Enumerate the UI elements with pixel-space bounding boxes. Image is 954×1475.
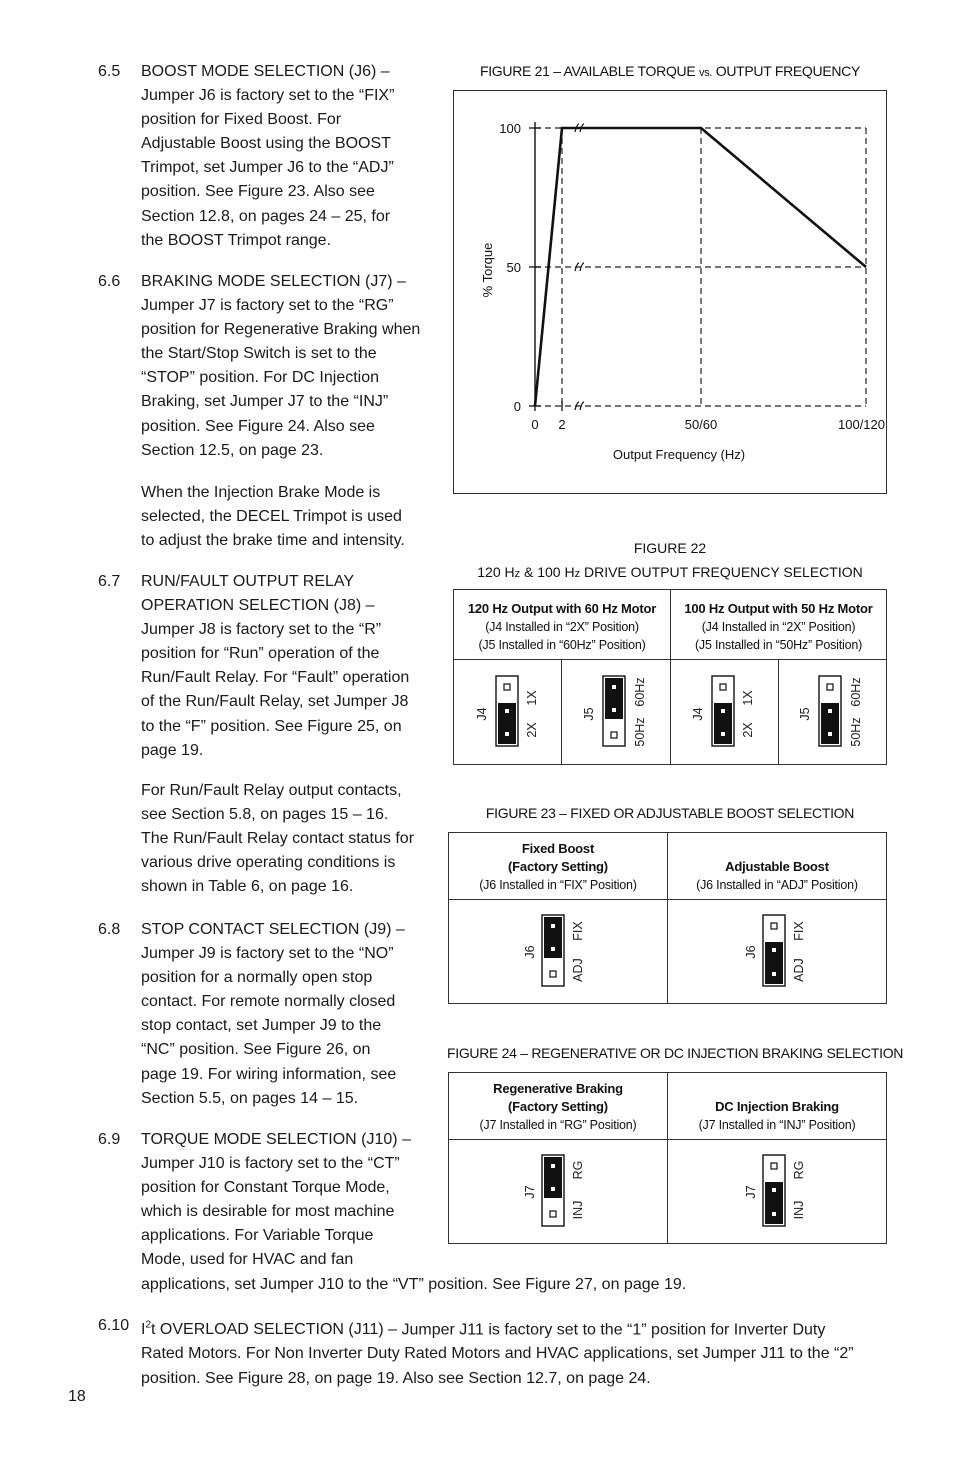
x-tick-label: 2 [558, 417, 566, 432]
text-line: “STOP” position. For DC Injection [141, 369, 380, 387]
jumper-diagram-j4 [470, 672, 550, 754]
column-title: 120 Hz Output with 60 Hz Motor [467, 601, 657, 616]
jumper-diagram-j5 [577, 672, 667, 754]
text-line: position for Fixed Boost. For [141, 111, 342, 129]
jumper-name: J7 [744, 1185, 758, 1199]
jumper-pin [551, 947, 555, 951]
text-line: of the Run/Fault Relay, set Jumper J8 [141, 693, 409, 711]
text-line: the BOOST Trimpot range. [141, 231, 332, 249]
figure-24-header-col1 [449, 1080, 667, 1134]
text-line: the Start/Stop Switch is set to the [141, 345, 377, 363]
heading-part: t OVERLOAD SELECTION (J11) – [151, 1321, 398, 1339]
column-title: Regenerative Braking [493, 1081, 623, 1096]
column-subtitle: (J6 Installed in “FIX” Position) [479, 878, 637, 892]
text-line: position for a normally open stop [141, 969, 373, 987]
jumper-pin [772, 948, 776, 952]
text-line: Mode, used for HVAC and fan [141, 1251, 354, 1269]
text-line: page 19. [141, 741, 204, 759]
text-line: position. See Figure 23. Also see [141, 183, 375, 201]
jumper-pin [612, 708, 616, 712]
jumper-position-label: 60Hz [849, 677, 863, 707]
text-line: applications, set Jumper J10 to the “VT” position. See Figure 27, on page 19. [141, 1275, 687, 1293]
text-line: Jumper J11 is factory set to the “1” position for Inverter Duty [397, 1321, 826, 1339]
y-tick-label: 50 [506, 260, 521, 275]
column-title: (Factory Setting) [508, 859, 608, 874]
text-line: see Section 5.8, on pages 15 – 16. [141, 805, 389, 823]
text-line: Section 12.5, on page 23. [141, 441, 324, 459]
jumper-shunt [605, 678, 623, 719]
column-subtitle: (J7 Installed in “RG” Position) [479, 1118, 637, 1132]
text-line: to the “F” position. See Figure 25, on [141, 717, 402, 735]
jumper-diagram-j6 [737, 912, 827, 992]
caption-line [453, 560, 887, 586]
jumper-position-label: FIX [792, 921, 806, 941]
jumper-position-label: 2X [525, 722, 539, 738]
jumper-pin [551, 924, 555, 928]
text-line: Jumper J8 is factory set to the “R” [141, 621, 382, 639]
jumper-shunt [544, 1157, 562, 1198]
jumper-pin [828, 709, 832, 713]
text-line: to adjust the brake time and intensity. [141, 531, 405, 549]
x-tick-label: 100/120 [838, 417, 885, 432]
jumper-position-label: 60Hz [633, 677, 647, 707]
section-number: 6.5 [98, 63, 121, 80]
figure-23-caption: FIGURE 23 – FIXED OR ADJUSTABLE BOOST SELECTION [485, 805, 855, 821]
column-subtitle: (J6 Installed in “ADJ” Position) [696, 878, 858, 892]
text-line: which is desirable for most machine [141, 1203, 395, 1221]
column-subtitle: (J4 Installed in “2X” Position) [485, 620, 639, 634]
text-line: position. See Figure 24. Also see [141, 417, 375, 435]
jumper-position-label: FIX [571, 921, 585, 941]
jumper-pin [827, 684, 833, 690]
text-line: position for “Run” operation of the [141, 645, 380, 663]
text-line: When the Injection Brake Mode is [141, 483, 381, 501]
jumper-position-label: 50Hz [633, 717, 647, 747]
jumper-pin [551, 1164, 555, 1168]
column-subtitle: (J5 Installed in “50Hz” Position) [694, 638, 863, 652]
section-number: 6.6 [98, 273, 121, 290]
text-line: Rated Motors. For Non Inverter Duty Rated Motors and HVAC applications, set Jumper J11 to the “2” [141, 1345, 854, 1363]
column-subtitle: (J4 Installed in “2X” Position) [701, 620, 856, 634]
text-line: Jumper J6 is factory set to the “FIX” [141, 87, 395, 105]
caption-part: z [514, 568, 521, 580]
jumper-diagram-j7 [737, 1152, 827, 1232]
text-line: Adjustable Boost using the BOOST [141, 135, 391, 153]
jumper-pin [611, 732, 617, 738]
caption-part: DRIVE OUTPUT FREQUENCY SELECTION [580, 564, 863, 580]
jumper-name: J6 [744, 945, 758, 959]
text-line: The Run/Fault Relay contact status for [141, 829, 415, 847]
table-divider [778, 659, 779, 765]
caption-line: FIGURE 22 [633, 540, 707, 556]
heading-part: I [141, 1321, 146, 1339]
jumper-pin [772, 1212, 776, 1216]
caption-part: z [574, 568, 581, 580]
section-heading [141, 1321, 397, 1338]
x-axis-label: Output Frequency (Hz) [612, 447, 746, 462]
text-line: shown in Table 6, on page 16. [141, 878, 354, 896]
column-title: Adjustable Boost [725, 859, 829, 874]
text-line: For Run/Fault Relay output contacts, [141, 781, 402, 799]
jumper-diagram-j6 [516, 912, 606, 992]
text-line: Section 12.8, on pages 24 – 25, for [141, 207, 391, 225]
text-line: Run/Fault Relay. For “Fault” operation [141, 669, 410, 687]
jumper-pin [550, 971, 556, 977]
jumper-pin [720, 684, 726, 690]
column-subtitle: (J5 Installed in “60Hz” Position) [478, 638, 646, 652]
text-line: position for Constant Torque Mode, [141, 1179, 390, 1197]
section-number: 6.8 [98, 921, 121, 938]
jumper-diagram-j5 [793, 672, 883, 754]
jumper-position-label: 50Hz [849, 717, 863, 747]
jumper-pin [772, 972, 776, 976]
jumper-pin [771, 1163, 777, 1169]
jumper-diagram-j7 [516, 1152, 606, 1232]
jumper-pin [505, 732, 509, 736]
column-title: DC Injection Braking [715, 1099, 839, 1114]
text-line: various drive operating conditions is [141, 854, 396, 872]
jumper-pin [504, 684, 510, 690]
figure-22-caption [453, 536, 887, 586]
jumper-name: J6 [523, 945, 537, 959]
jumper-position-label: 1X [525, 690, 539, 706]
heading-superscript: 2 [145, 1320, 152, 1331]
jumper-pin [828, 732, 832, 736]
text-line: position. See Figure 28, on page 19. Also see Section 12.7, on page 24. [141, 1369, 651, 1387]
text-line: Jumper J9 is factory set to the “NO” [141, 945, 394, 963]
text-line: Section 5.5, on pages 14 – 15. [141, 1089, 359, 1107]
section-heading: TORQUE MODE SELECTION (J10) – [141, 1131, 411, 1148]
caption-part: OUTPUT FREQUENCY [712, 63, 861, 79]
jumper-position-label: ADJ [571, 958, 585, 982]
jumper-pin [505, 709, 509, 713]
chart-gridlines [535, 128, 866, 406]
caption-part: FIGURE 21 – AVAILABLE TORQUE [479, 63, 699, 79]
jumper-position-label: INJ [571, 1200, 585, 1220]
column-title: 100 Hz Output with 50 Hz Motor [684, 601, 873, 616]
caption-part: 120 H [477, 564, 515, 580]
x-tick-label: 50/60 [684, 417, 718, 432]
x-tick-label: 0 [531, 417, 539, 432]
jumper-pin [612, 685, 616, 689]
text-line: Braking, set Jumper J7 to the “INJ” [141, 393, 389, 411]
text-line: contact. For remote normally closed [141, 993, 396, 1011]
figure-24-header-col2 [668, 1098, 886, 1134]
section-heading: OPERATION SELECTION (J8) – [141, 597, 375, 615]
jumper-pin [721, 709, 725, 713]
jumper-position-label: INJ [792, 1200, 806, 1220]
column-title: Fixed Boost [521, 841, 595, 856]
jumper-name: J7 [523, 1185, 537, 1199]
figure-22-header-col2 [671, 600, 886, 654]
y-tick-label: 100 [499, 121, 521, 136]
figure-23-header-col1 [449, 840, 667, 894]
section-number: 6.10 [98, 1317, 130, 1334]
jumper-pin [771, 923, 777, 929]
section-heading: RUN/FAULT OUTPUT RELAY [141, 573, 355, 590]
figure-24-caption: FIGURE 24 – REGENERATIVE OR DC INJECTION BRAKING SELECTION [447, 1045, 904, 1061]
caption-part: & 100 H [520, 564, 575, 580]
text-line: selected, the DECEL Trimpot is used [141, 507, 402, 525]
text-line: Trimpot, set Jumper J6 to the “ADJ” [141, 159, 394, 177]
jumper-name: J5 [582, 707, 596, 721]
jumper-pin [551, 1187, 555, 1191]
jumper-name: J4 [475, 707, 489, 721]
text-line: “NC” position. See Figure 26, on [141, 1041, 371, 1059]
text-line: Jumper J10 is factory set to the “CT” [141, 1155, 400, 1173]
jumper-diagram-j4 [686, 672, 766, 754]
jumper-shunt [544, 917, 562, 958]
jumper-name: J4 [691, 707, 705, 721]
figure-22-header-col1 [454, 600, 670, 654]
text-line: position for Regenerative Braking when [141, 321, 421, 339]
jumper-position-label: 1X [741, 690, 755, 706]
jumper-position-label: RG [571, 1160, 585, 1180]
jumper-position-label: 2X [741, 722, 755, 738]
caption-part: vs. [699, 67, 713, 79]
table-divider [561, 659, 562, 765]
section-number: 6.9 [98, 1131, 121, 1148]
text-line: stop contact, set Jumper J9 to the [141, 1017, 382, 1035]
jumper-position-label: RG [792, 1160, 806, 1180]
text-line: applications. For Variable Torque [141, 1227, 374, 1245]
jumper-name: J5 [798, 707, 812, 721]
y-tick-label: 0 [513, 399, 521, 414]
column-title: (Factory Setting) [508, 1099, 608, 1114]
page-number: 18 [68, 1388, 86, 1405]
column-subtitle: (J7 Installed in “INJ” Position) [698, 1118, 856, 1132]
torque-chart [453, 90, 887, 494]
jumper-position-label: ADJ [792, 958, 806, 982]
figure-23-header-col2 [668, 858, 886, 894]
jumper-pin [550, 1211, 556, 1217]
section-number: 6.7 [98, 573, 121, 590]
jumper-pin [721, 732, 725, 736]
section-heading: BRAKING MODE SELECTION (J7) – [141, 273, 406, 290]
text-line: page 19. For wiring information, see [141, 1065, 397, 1083]
y-axis-label: % Torque [480, 242, 495, 298]
figure-21-caption [453, 63, 887, 79]
jumper-pin [772, 1188, 776, 1192]
text-line: Jumper J7 is factory set to the “RG” [141, 297, 394, 315]
section-heading: STOP CONTACT SELECTION (J9) – [141, 921, 405, 938]
section-heading: BOOST MODE SELECTION (J6) – [141, 63, 390, 80]
